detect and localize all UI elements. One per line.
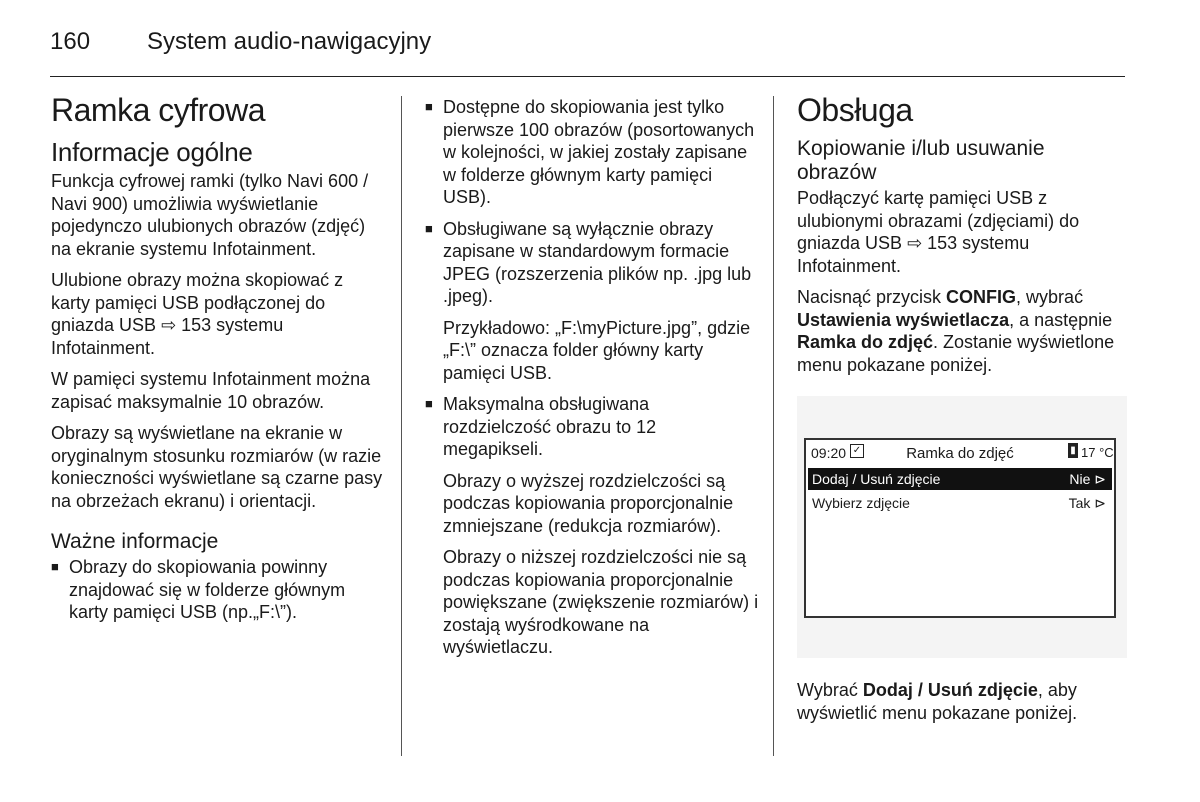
menu-ref: Ramka do zdjęć [797, 332, 934, 352]
list-item: ■ Dostępne do skopiowania jest tylko pierwsze 100 obrazów (posortowanych w kolejności, w jakiej zostały zapisane w folderze głównym karty pamięci USB). [425, 97, 755, 207]
menu-ref: Dodaj / Usuń zdjęcie [862, 680, 1038, 700]
section-subtitle: Kopiowanie i/lub usuwanie obrazów [797, 137, 1045, 184]
paragraph: Funkcja cyfrowej ramki (tylko Navi 600 / Navi 900) umożliwia wyświetlanie pojedynczo ulubionych obrazów (zdjęć) na ekranie systemu Infotainment. [51, 171, 369, 259]
bullet-list [51, 556, 383, 624]
example-paragraph: Przykładowo: „F:\myPicture.jpg”, gdzie „F:\” oznacza folder główny karty pamięci USB. [443, 317, 751, 383]
column-left [51, 92, 383, 633]
column-right [797, 92, 1127, 385]
column-right-footer [797, 679, 1127, 733]
clock: 09:20 [811, 445, 847, 461]
paragraph: W pamięci systemu Infotainment można zapisać maksymalnie 10 obrazów. [51, 369, 371, 412]
check-icon: ✓ [850, 444, 864, 458]
bullet-icon: ■ [425, 99, 433, 114]
column-middle [425, 96, 761, 668]
important-heading: Ważne informacje [51, 530, 219, 553]
paragraph: Obrazy o niższej rozdzielczości nie są podczas kopiowania proporcjonalnie powiększane (zwiększenie rozmiarów) i zostają wyśrodkowane na wyświetlaczu. [443, 547, 759, 657]
thermometer-icon: ▮ [1068, 443, 1078, 458]
menu-item-add-remove[interactable]: Dodaj / Usuń zdjęcie Nie ⊳ [808, 468, 1112, 490]
bullet-icon: ■ [425, 220, 433, 236]
paragraph: Obrazy o wyższej rozdzielczości są podczas kopiowania proporcjonalnie zmniejszane (redukcja rozmiarów). [443, 470, 734, 536]
running-title: System audio-nawigacyjny [147, 28, 432, 55]
menu-item-select-photo[interactable]: Wybierz zdjęcie Tak ⊳ [812, 495, 1106, 511]
list-item: ■ Obsługiwane są wyłącznie obrazy zapisane w standardowym formacie JPEG (rozszerzenia plików np. .jpg lub .jpeg). [425, 218, 752, 306]
section-title: Ramka cyfrowa [51, 92, 265, 128]
infotainment-screen [804, 438, 1116, 618]
section-subtitle: Informacje ogólne [51, 137, 253, 167]
paragraph: Ulubione obrazy można skopiować z karty pamięci USB podłączonej do gniazda USB ⇨ 153 systemu Infotainment. [51, 270, 344, 358]
paragraph: Nacisnąć przycisk CONFIG, wybrać Ustawienia wyświetlacza, a następnie Ramka do zdjęć. Zostanie wyświetlone menu pokazane poniżej. [797, 287, 1115, 375]
page-number: 160 [50, 28, 91, 55]
bullet-icon: ■ [425, 396, 433, 411]
list-item: ■ Obrazy do skopiowania powinny znajdować się w folderze głównym karty pamięci USB (np.„F:\”). [51, 557, 346, 622]
column-divider [773, 96, 774, 756]
paragraph: Wybrać Dodaj / Usuń zdjęcie, aby wyświetlić menu pokazane poniżej. [797, 680, 1078, 723]
column-divider [401, 96, 402, 756]
bullet-icon: ■ [51, 559, 59, 574]
menu-ref: Ustawienia wyświetlacza [797, 309, 1010, 330]
section-title: Obsługa [797, 92, 913, 128]
bullet-list [425, 393, 761, 461]
temperature: 17 °C [1081, 445, 1114, 460]
config-button-ref: CONFIG [946, 287, 1017, 307]
paragraph: Obrazy są wyświetlane na ekranie w oryginalnym stosunku rozmiarów (w razie konieczności wyświetlane są czarne pasy na obrzeżach ekranu) i orientacji. [51, 423, 383, 511]
screen-status-bar [806, 440, 1114, 464]
page-header [50, 24, 1125, 77]
paragraph: Podłączyć kartę pamięci USB z ulubionymi obrazami (zdjęciami) do gniazda USB ⇨ 153 systemu Infotainment. [797, 188, 1080, 276]
screen-illustration [797, 396, 1127, 658]
list-item: ■ Maksymalna obsługiwana rozdzielczość obrazu to 12 megapikseli. [425, 394, 657, 459]
bullet-list [425, 96, 761, 308]
screen-title: Ramka do zdjęć [906, 445, 1014, 462]
